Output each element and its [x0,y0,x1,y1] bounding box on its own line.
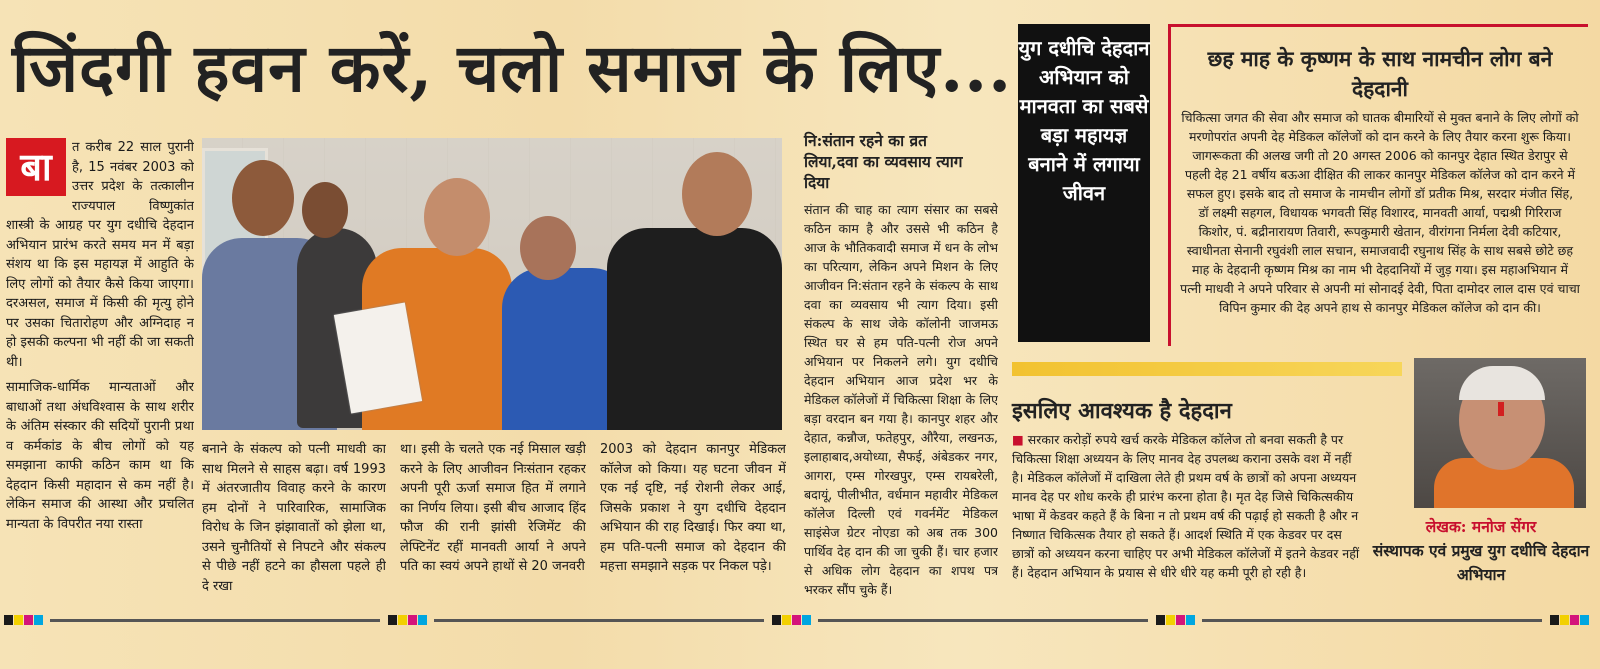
middle-subhead: नि:संतान रहने का व्रत लिया,दवा का व्यवसाय त्याग दिया [804,131,963,192]
why-section-body [1012,430,1362,606]
author-byline: लेखक: मनोज सेंगर [1425,517,1537,536]
sidebar-quote: युग दधीचि देहदान अभियान को मानवता का सबसे बड़ा महायज्ञ बनाने में लगाया जीवन [1018,24,1150,342]
top-red-rule [1168,24,1588,27]
section-divider [1012,362,1402,376]
headline: जिंदगी हवन करें, चलो समाज के लिए... [12,29,1013,107]
intro-column-1 [6,138,194,608]
intro-column-3: था। इसी के चलते एक नई मिसाल खड़ी करने के लिए आजीवन निःसंतान रहकर अपनी पूरी ऊर्जा समाज हित में लगाने का निर्णय लिया। इसी बीच आजाद हिंद फौज की रानी झांसी रेजिमेंट की लेफ्टिनेंट रहीं मानवती आर्या ने अपने पति का स्वयं अपने हाथों से 20 जनवरी [400,442,586,574]
why-section-title: इसलिए आवश्यक है देहदान [1012,398,1232,424]
lead-photo [202,138,782,430]
author-block [1368,515,1594,587]
drop-cap: बा [6,138,66,196]
middle-body: संतान की चाह का त्याग संसार का सबसे कठिन काम है और उससे भी कठिन है आज के भौतिकवादी समाज में धन के लोभ का परित्याग, लेकिन अपने मिशन के लिए आजीवन नि:संतान रहने के संकल्प के साथ दवा का व्यवसाय भी त्याग दिया। इसी संकल्प के साथ जेके कॉलोनी जाजमऊ स्थित घर से हम पति-पत्नी रोज अपने अभियान पर निकलने लगे। युग दधीचि देहदान अभियान आज प्रदेश भर के मेडिकल कॉलेजों में चिकित्सा शिक्षा के लिए बड़ा वरदान बन गया है। कानपुर शहर और देहात, कन्नौज, फतेहपुर, औरैया, लखनऊ, इलाहाबाद,अयोध्या, सैफई, अंबेडकर नगर, आगरा, एम्स गोरखपुर, एम्स रायबरेली, बदायूं, पीलीभीत, वर्धमान महावीर मेडिकल कॉलेज दिल्ली एवं गवर्नमेंट मेडिकल साइंसेज ग्रेटर नोएडा को अब तक 300 पार्थिव देह दान की जा चुकी हैं। चार हजार से अधिक लोग देहदान का शपथ पत्र भरकर सौंप चुके हैं। [804,202,998,597]
intro-column-4: 2003 को देहदान कानपुर मेडिकल कॉलेज को किया। यह घटना जीवन में एक नई दृष्टि, नई रोशनी लेकर आई, जिसके प्रकाश ने युग दधीचि देहदान अभियान की राह दिखाई। फिर क्या था, हम पति-पत्नी समाज को देहदान की महत्ता समझाने सड़क पर निकल पड़े। [600,442,786,574]
author-role: संस्थापक एवं प्रमुख युग दधीचि देहदान अभियान [1372,541,1590,584]
intro-lead-text: त करीब 22 साल पुरानी है, 15 नवंबर 2003 को उत्तर प्रदेश के तत्कालीन राज्यपाल विष्णुकांत शास्त्री के आग्रह पर युग दधीचि देहदान अभियान प्रारंभ करते समय मन में बड़ा संशय था कि इस महायज्ञ में आहुति के लिए लोगों को तैयार कैसे किया जाएगा। दरअसल, समाज में किसी की मृत्यु होने पर उसका चितारोहण और अग्निदाह न हो इसकी कल्पना भी नहीं की जा सकती थी। [6,140,194,370]
author-photo [1414,358,1586,508]
right-story-body: चिकित्सा जगत की सेवा और समाज को घातक बीमारियों से मुक्त बनाने के लिए लोगों को मरणोपरांत अपनी देह मेडिकल कॉलेजों को दान करने के लिए तैयार करना शुरू किया। जागरूकता की अलख जगी तो 20 अगस्त 2006 को कानपुर देहात स्थित डेरापुर से पहली देह 21 वर्षीय बऊआ दीक्षित की लाकर कानपुर मेडिकल कॉलेज को दान करने में सफल हुए। इसके बाद तो समाज के नामचीन लोगों डॉ प्रतीक मिश्र, सरदार मंजीत सिंह, डॉ लक्ष्मी सहगल, विधायक भगवती सिंह विशारद, मानवती आर्या, पद्मश्री गिरिराज किशोर, पं. बद्रीनारायण तिवारी, रूपकुमारी खेतान, वीरांगना निर्मला देवी कटियार, स्वाधीनता सेनानी रघुवंशी लाल सचान, समाजवादी रघुनाथ सिंह के साथ सबसे छोटे छह माह के देहदानी कृष्णम मिश्र का नाम भी देहदानियों में जुड़ गया। इस महाअभियान में पत्नी माधवी ने अपने परिवार से अपनी मां सोनादई देवी, पिता दामोदर लाल दास एवं चाचा विपिन कुमार की देह अपने हाथ से कानपुर मेडिकल कॉलेज को दान की। [1180,110,1580,315]
side-red-rule [1168,24,1171,346]
right-story-title: छह माह के कृष्णम के साथ नामचीन लोग बने देहदानी [1207,46,1553,101]
why-section-text: सरकार करोड़ों रुपये खर्च करके मेडिकल कॉलेज तो बनवा सकती है पर चिकित्सा शिक्षा अध्ययन के लिए मानव देह उपलब्ध कराना उसके वश में नहीं है। मेडिकल कॉलेजों में दाखिला लेते ही प्रथम वर्ष के छात्रों को अपना अध्ययन मानव देह पर शोध करके ही प्रारंभ करना होता है। मृत देह जिसे चिकित्सकीय भाषा में केडवर कहते हैं के बिना न तो प्रथम वर्ष की पढ़ाई हो सकती है और न निष्णात चिकित्सक तैयार हो सकते हैं। आदर्श स्थिति में एक केडवर पर दस छात्रों को अध्ययन करना चाहिए पर अभी मेडिकल कॉलेजों में इतने केडवर नहीं हैं। देहदान अभियान के प्रयास से धीरे धीरे यह कमी पूरी हो रही है। [1012,432,1360,580]
print-registration-bar [0,615,1600,627]
intro-para-2: सामाजिक-धार्मिक मान्यताओं और बाधाओं तथा अंधविश्वास के साथ शरीर के अंतिम संस्कार की सदियों पुरानी प्रथा व कर्मकांड के बीच लोगों को यह समझाना काफी कठिन काम था कि देहदान किसी महादान से कम नहीं है। लेकिन समाज की आस्था और प्रचलित मान्यता के विपरीत नया रास्ता [6,380,194,532]
bullet-marker: ■ [1012,432,1024,447]
intro-column-2: बनाने के संकल्प को पत्नी माधवी का साथ मिलने से साहस बढ़ा। वर्ष 1993 में अंतरजातीय विवाह करने के कारण हम दोनों ने पारिवारिक, सामाजिक विरोध के जिन झंझावातों को झेला था, उसने चुनौतियों से निपटने और संकल्प से पीछे नहीं हटने का हौसला पहले ही दे रखा [202,442,386,594]
